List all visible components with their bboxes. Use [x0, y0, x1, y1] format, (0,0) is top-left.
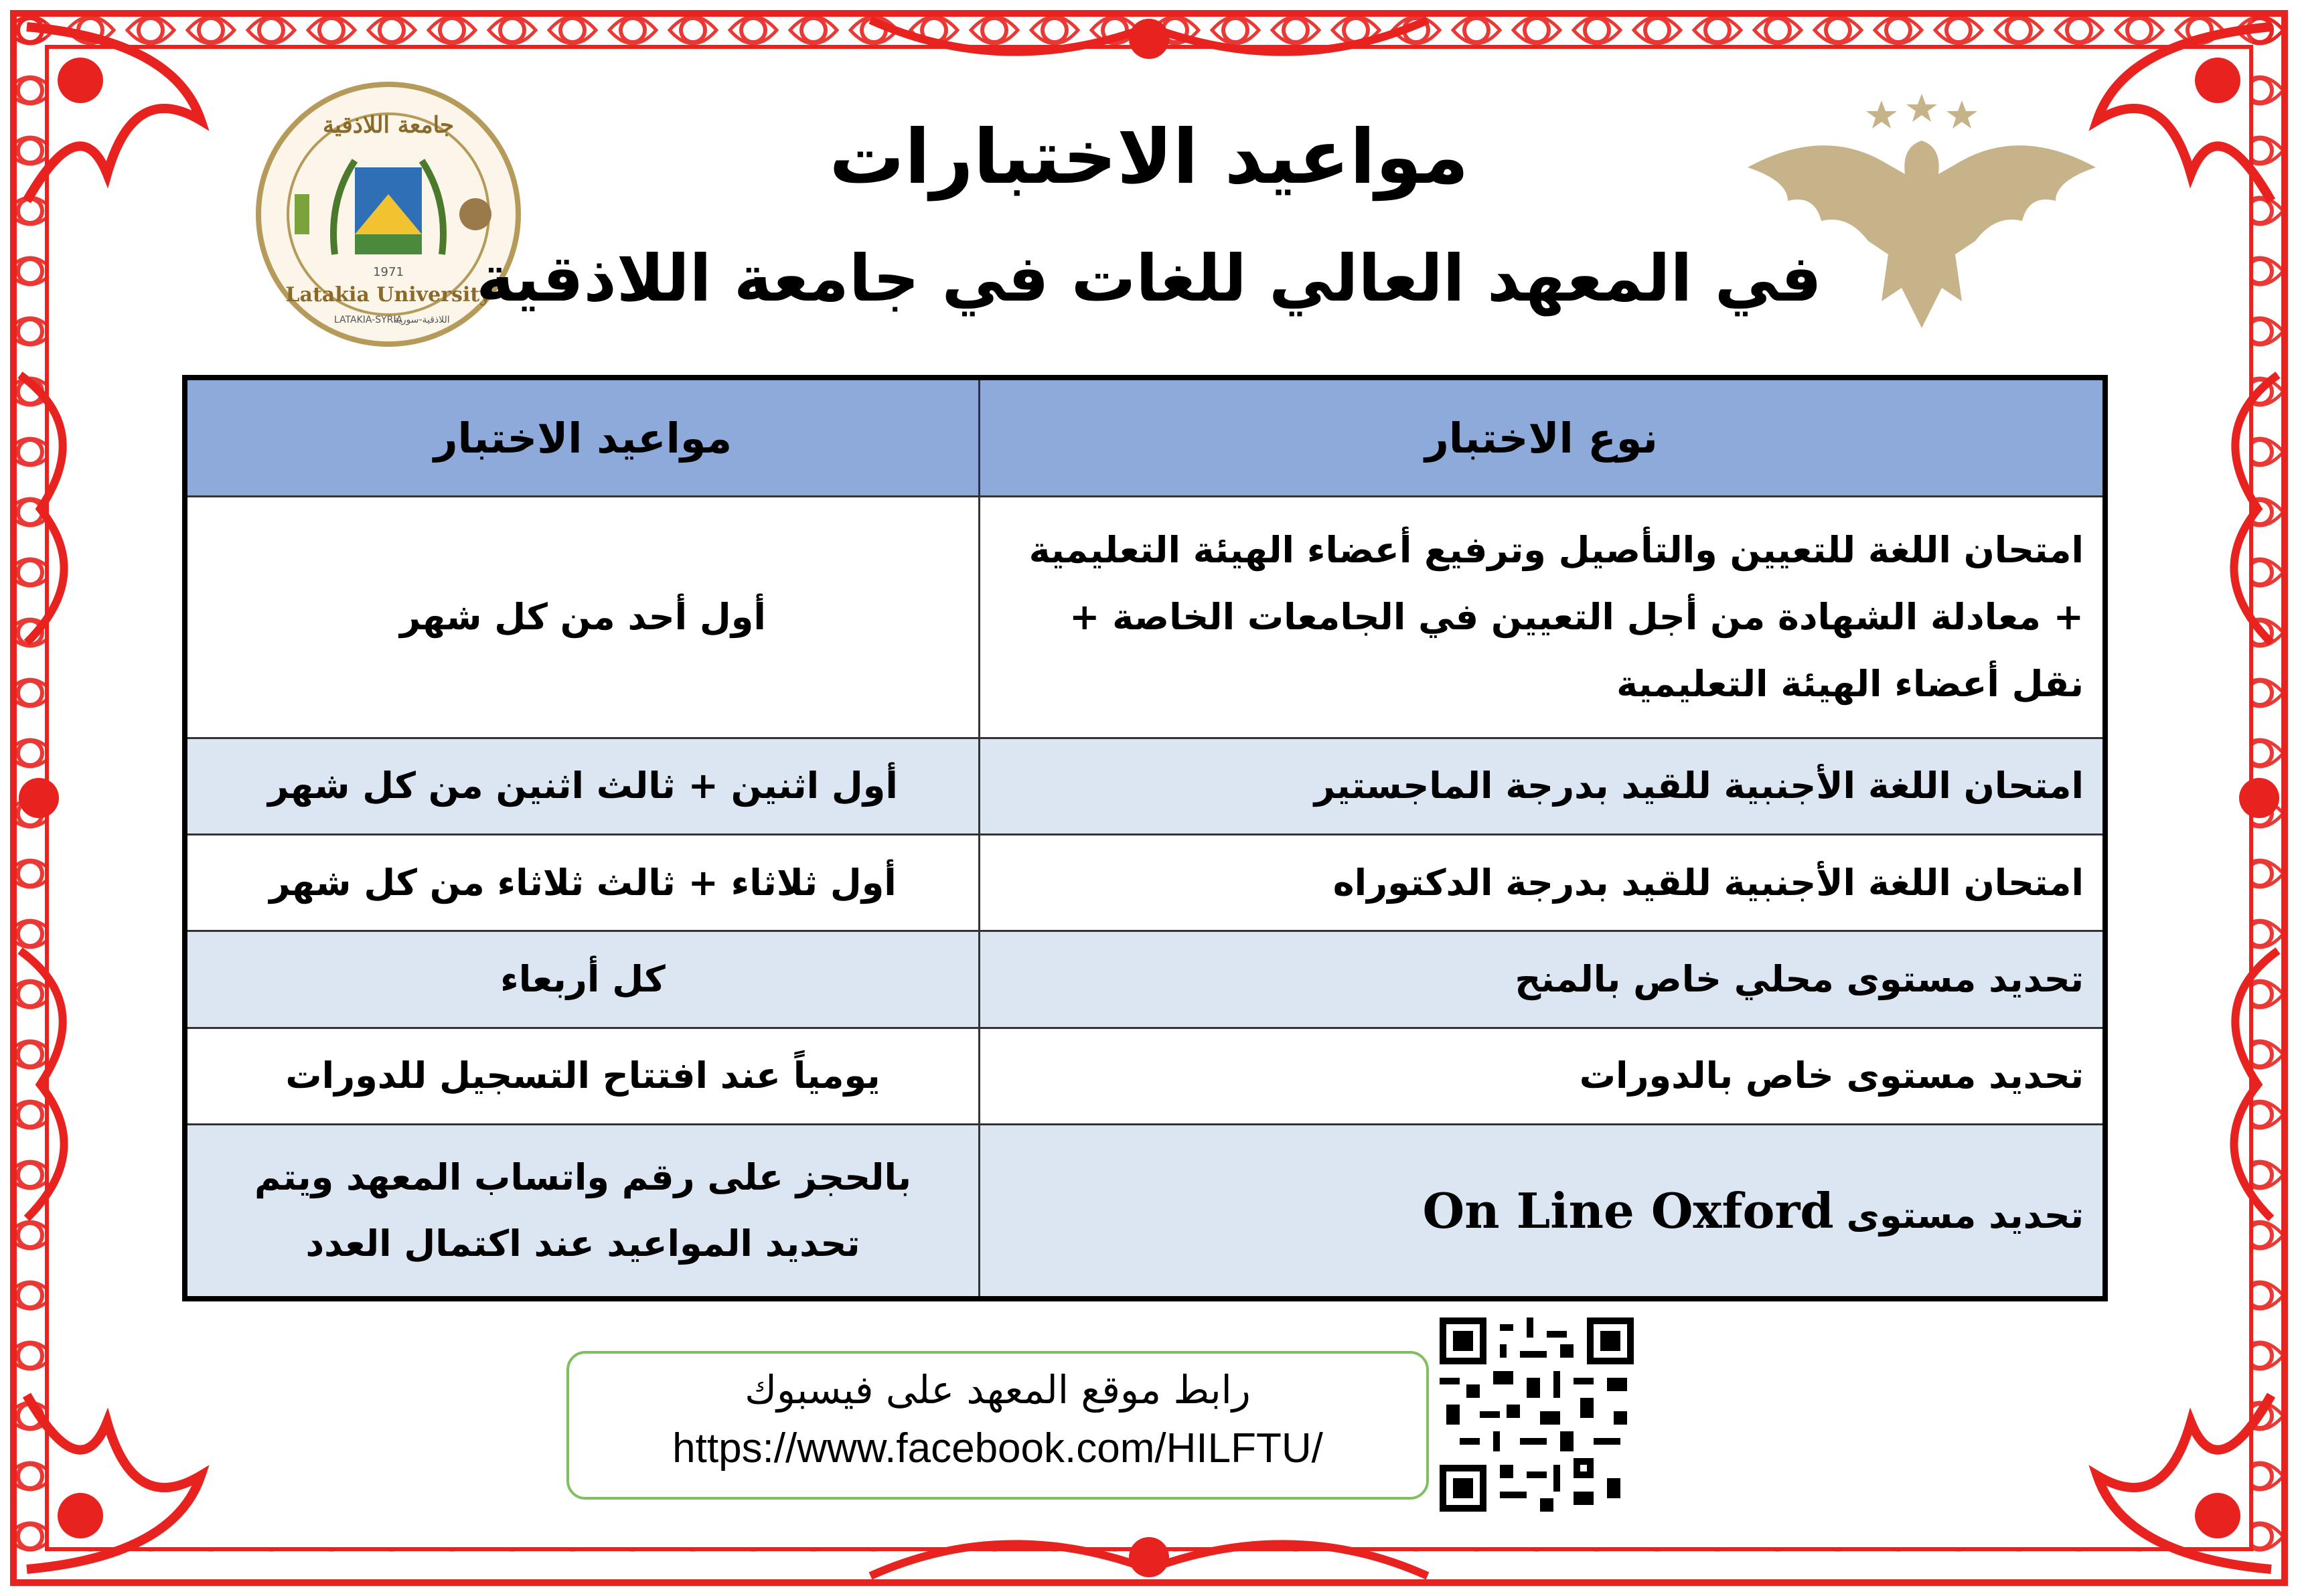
seal-location: LATAKIA-SYRIA: [333, 315, 403, 325]
table-row: [185, 1124, 2105, 1299]
exam-date-cell: يومياً عند افتتاح التسجيل للدورات: [185, 1028, 980, 1124]
page-subtitle: في المعهد العالي للغات في جامعة اللاذقية: [476, 241, 1822, 316]
seal-location-ar: اللاذقية-سورية: [394, 315, 450, 325]
facebook-label: رابط موقع المعهد على فيسبوك: [745, 1367, 1251, 1413]
exam-date-cell: أول اثنين + ثالث اثنين من كل شهر: [185, 738, 980, 834]
seal-arabic-text: جامعة اللاذقية: [322, 112, 455, 139]
exam-date-cell: أول ثلاثاء + ثالث ثلاثاء من كل شهر: [185, 835, 980, 931]
exam-type-cell: تحديد مستوى محلي خاص بالمنح: [980, 931, 2106, 1028]
facebook-link[interactable]: https://www.facebook.com/HILFTU/: [672, 1425, 1323, 1471]
exam-type-cell: تحديد مستوى خاص بالدورات: [980, 1028, 2106, 1124]
column-header-exam-type: نوع الاختبار: [980, 378, 2106, 497]
table-header-row: [185, 378, 2105, 497]
exam-type-text: تحديد مستوى: [1846, 1194, 2084, 1236]
exam-schedule-table: [182, 375, 2108, 1301]
table-row: [185, 738, 2105, 834]
exam-date-cell: بالحجز على رقم واتساب المعهد ويتم تحديد المواعيد عند اكتمال العدد: [185, 1124, 980, 1299]
exam-date-cell: أول أحد من كل شهر: [185, 497, 980, 738]
column-header-exam-dates: مواعيد الاختبار: [185, 378, 980, 497]
seal-english-text: Latakia University: [285, 283, 491, 307]
page-title: مواعيد الاختبارات: [829, 114, 1469, 201]
table-row: [185, 931, 2105, 1028]
exam-type-cell: امتحان اللغة الأجنبية للقيد بدرجة الدكتوراه: [980, 835, 2106, 931]
table-row: [185, 497, 2105, 738]
exam-date-cell: كل أربعاء: [185, 931, 980, 1028]
seal-year: 1971: [373, 265, 404, 279]
table-row: [185, 1028, 2105, 1124]
exam-type-cell: [980, 1124, 2106, 1299]
facebook-link-box: [566, 1351, 1429, 1500]
exam-type-english-suffix: On Line Oxford: [1422, 1182, 1834, 1239]
qr-code[interactable]: [1440, 1318, 1634, 1512]
exam-type-cell: امتحان اللغة للتعيين والتأصيل وترفيع أعضاء الهيئة التعليمية + معادلة الشهادة من أجل التعيين في الجامعات الخاصة + نقل أعضاء الهيئة التعليمية: [980, 497, 2106, 738]
table-row: [185, 835, 2105, 931]
exam-type-cell: امتحان اللغة الأجنبية للقيد بدرجة الماجستير: [980, 738, 2106, 834]
